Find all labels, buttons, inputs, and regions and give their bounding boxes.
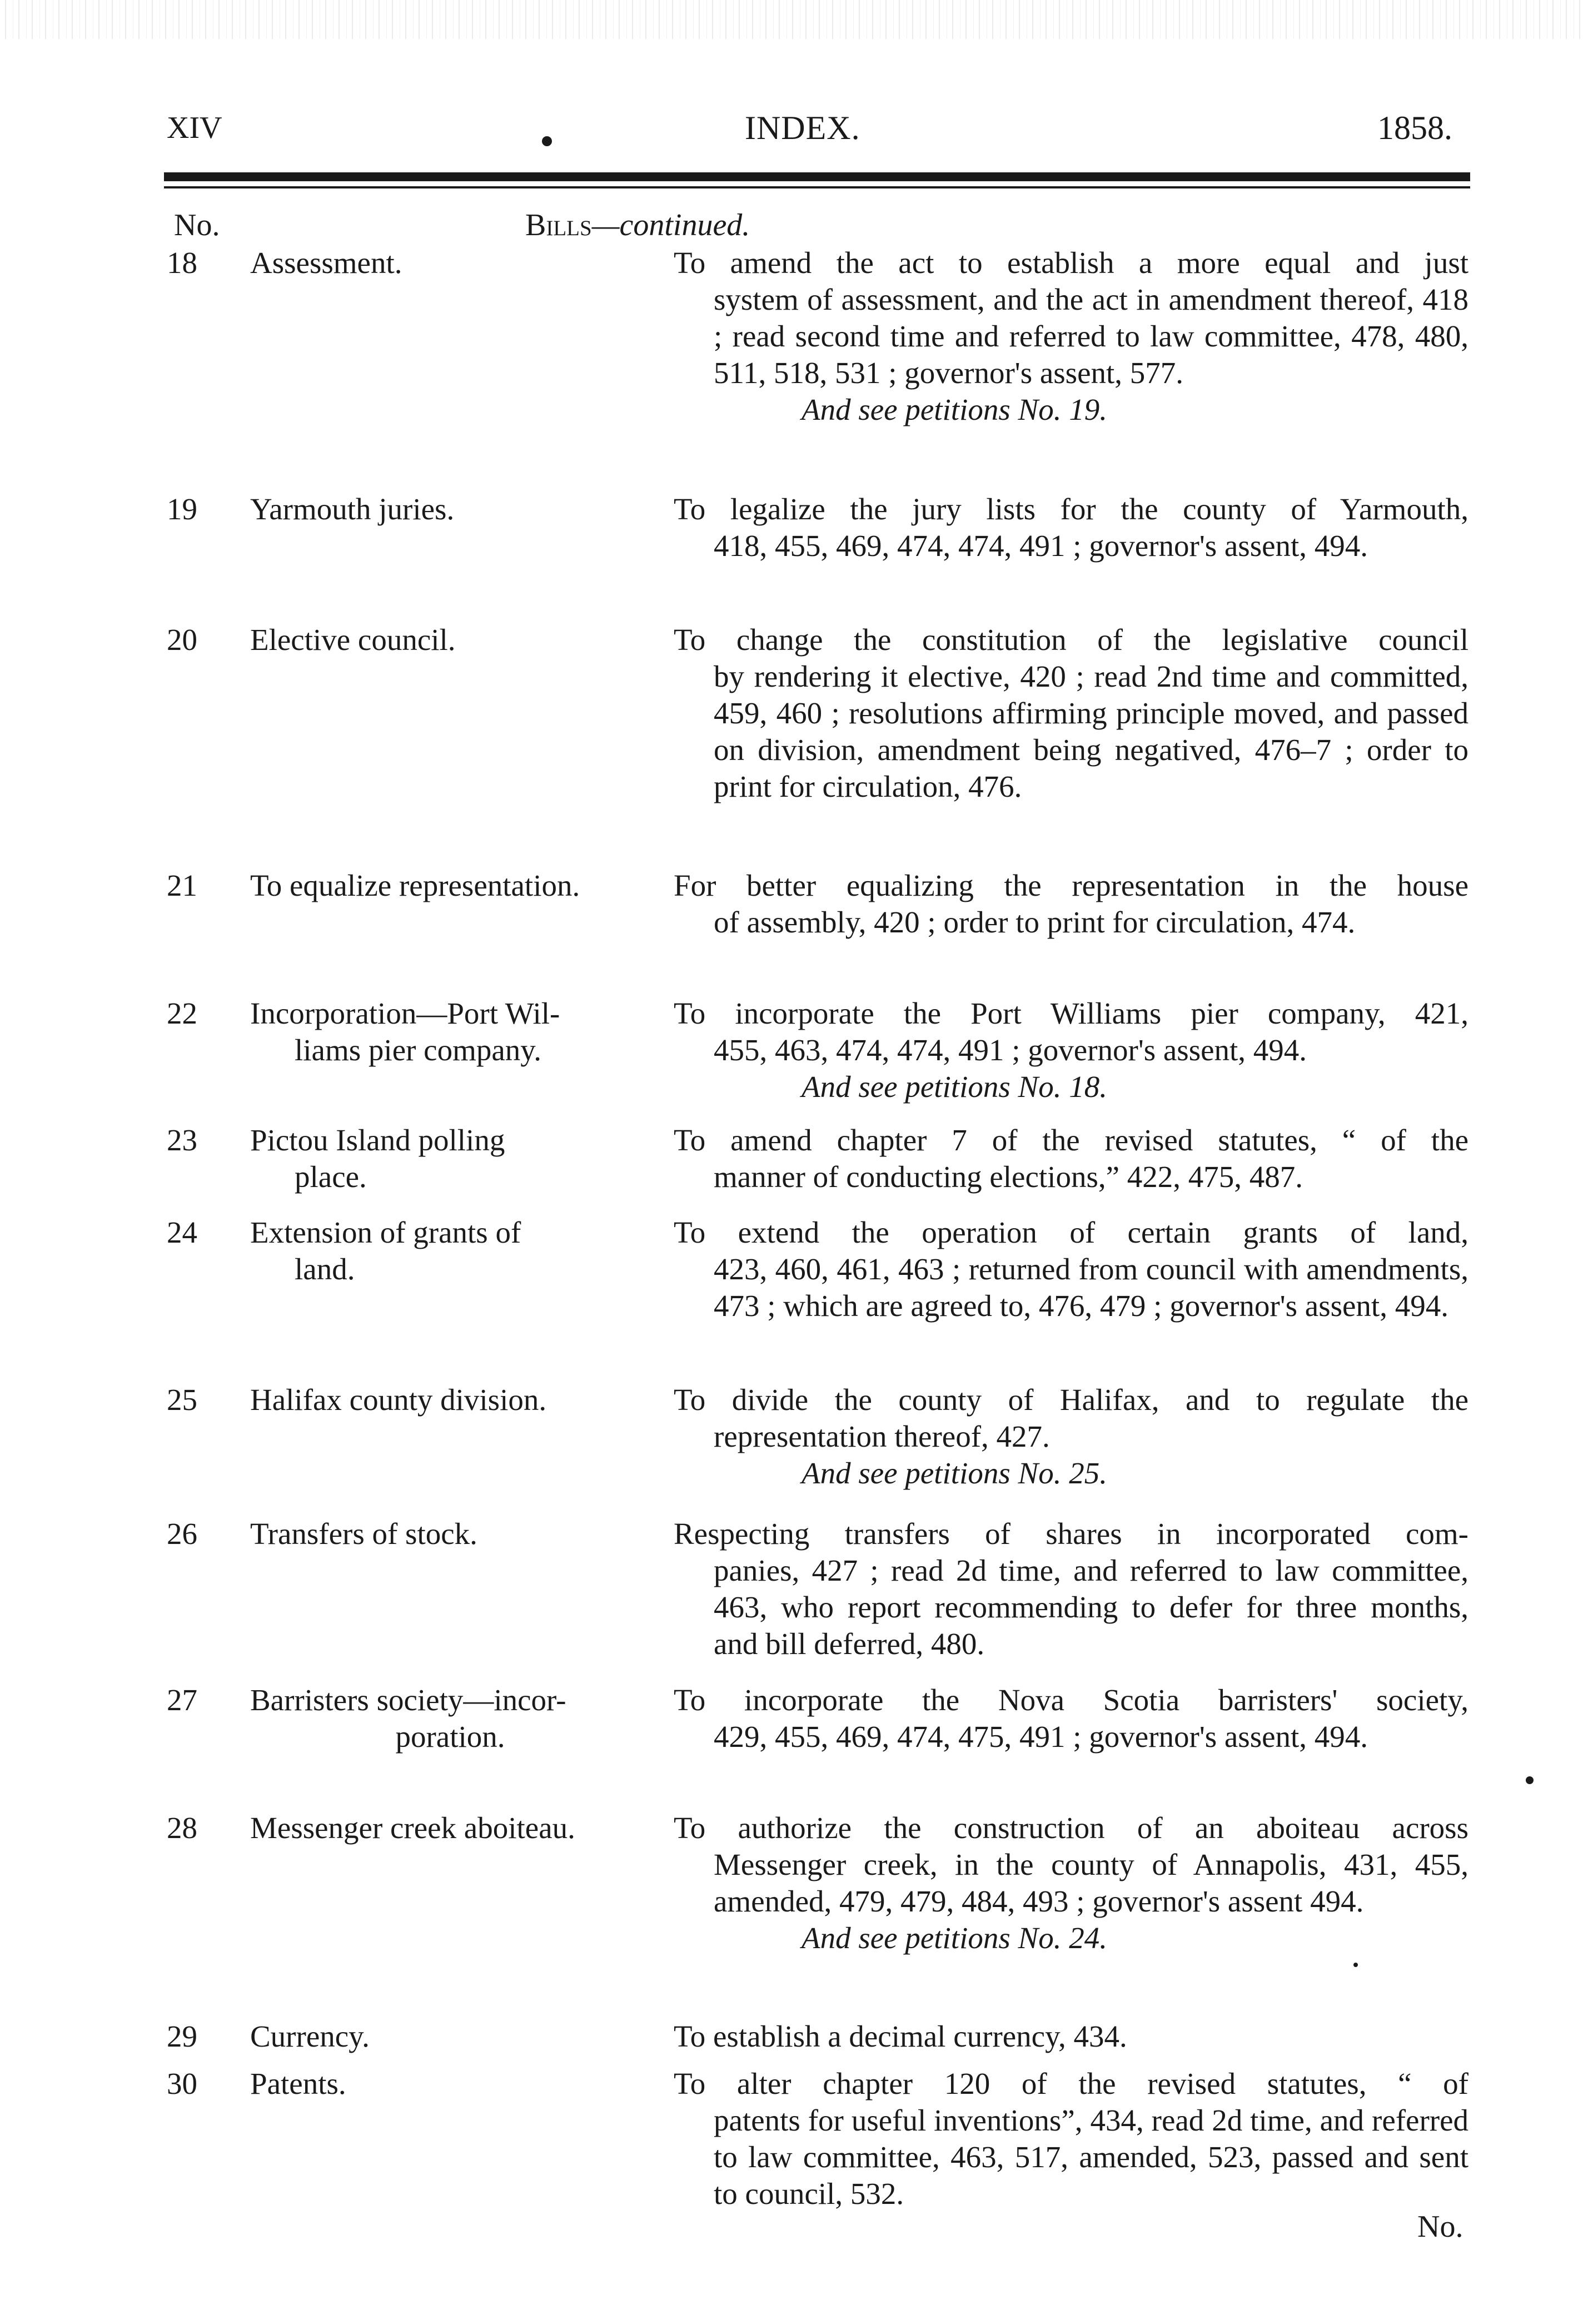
catchword: No. <box>1417 2209 1463 2244</box>
description-continuation: panies, 427 ; read 2d time, and referred to law committee, 463, who report recommending to defer for three months, and bill deferred, 480. <box>714 1553 1468 1661</box>
description-continuation: representation thereof, 427. <box>714 1419 1050 1453</box>
entry-description <box>674 995 1468 1105</box>
entry-description <box>674 867 1468 941</box>
entry-subject <box>250 1682 650 1755</box>
ink-speck <box>1353 1963 1358 1967</box>
description-continuation: Messenger creek, in the county of Annapolis, 431, 455, amended, 479, 479, 484, 493 ; governor's assent 494. <box>714 1848 1468 1918</box>
header-rule-thin <box>164 186 1470 188</box>
entry-subject <box>250 995 650 1069</box>
description-continuation: 455, 463, 474, 474, 491 ; governor's assent, 494. <box>714 1033 1307 1067</box>
description-first-line: Respecting transfers of shares in incorporated com- <box>674 1517 1468 1551</box>
description-continuation: 429, 455, 469, 474, 475, 491 ; governor's assent, 494. <box>714 1720 1368 1754</box>
description-first-line: For better equalizing the representation in the house <box>674 868 1468 902</box>
description-first-line: To extend the operation of certain grants of land, <box>674 1215 1468 1249</box>
page-title: INDEX. <box>745 110 860 146</box>
subject-line: Patents. <box>250 2067 346 2100</box>
entry-number: 28 <box>167 1811 197 1845</box>
entry-description <box>674 1382 1468 1492</box>
entry-subject <box>250 491 650 528</box>
description-continuation: patents for useful inventions”, 434, read 2d time, and referred to law committee, 463, 517, amended, 523, passed and sent to council, 532. <box>714 2103 1468 2211</box>
cross-reference: And see petitions No. 19. <box>802 393 1107 426</box>
subject-line: Messenger creek aboiteau. <box>250 1811 575 1845</box>
subject-line: Elective council. <box>250 623 456 657</box>
header-dot <box>542 136 552 146</box>
entry-subject <box>250 245 650 281</box>
subject-line: Currency. <box>250 2019 370 2053</box>
entry-description <box>674 1122 1468 1195</box>
entry-number: 22 <box>167 996 197 1030</box>
entry-subject <box>250 1810 650 1846</box>
entry-subject <box>250 2018 650 2055</box>
description-first-line: To legalize the jury lists for the county of Yarmouth, <box>674 492 1468 526</box>
entry-description <box>674 622 1468 805</box>
page-number: XIV <box>167 111 222 145</box>
subject-line: Incorporation—Port Wil- <box>250 996 560 1030</box>
description-continuation: system of assessment, and the act in amendment thereof, 418 ; read second time and referred to law committee, 478, 480, 511, 518, 531 ; governor's assent, 577. <box>714 282 1468 390</box>
description-first-line: To authorize the construction of an aboiteau across <box>674 1811 1468 1845</box>
entry-number: 20 <box>167 623 197 657</box>
entry-description <box>674 491 1468 564</box>
description-first-line: To establish a decimal currency, 434. <box>674 2019 1127 2053</box>
subject-line: Pictou Island polling <box>250 1123 505 1157</box>
section-heading <box>525 207 750 244</box>
entry-number: 18 <box>167 246 197 280</box>
subject-line: poration. <box>395 1720 505 1754</box>
header-rule-thick <box>164 172 1470 181</box>
entry-subject <box>250 622 650 658</box>
cross-reference: And see petitions No. 18. <box>802 1070 1107 1104</box>
description-continuation: 418, 455, 469, 474, 474, 491 ; governor's assent, 494. <box>714 529 1368 563</box>
entry-number: 21 <box>167 868 197 902</box>
subject-line: liams pier company. <box>295 1033 541 1067</box>
entry-number: 19 <box>167 492 197 526</box>
entry-number: 25 <box>167 1383 197 1417</box>
description-first-line: To alter chapter 120 of the revised statutes, “ of <box>674 2067 1468 2100</box>
description-first-line: To change the constitution of the legislative council <box>674 623 1468 657</box>
description-first-line: To incorporate the Nova Scotia barristers' society, <box>674 1683 1468 1717</box>
subject-line: Barristers society—incor- <box>250 1683 566 1717</box>
scan-noise <box>0 0 1583 39</box>
entry-description <box>674 2065 1468 2212</box>
entry-description <box>674 1214 1468 1324</box>
entry-subject <box>250 1122 650 1195</box>
description-continuation: 423, 460, 461, 463 ; returned from council with amendments, 473 ; which are agreed to, 476, 479 ; governor's assent, 494. <box>714 1252 1468 1323</box>
entry-description <box>674 1682 1468 1755</box>
section-name: Bills <box>525 208 592 242</box>
subject-line: To equalize representation. <box>250 868 580 902</box>
entry-subject <box>250 1382 650 1418</box>
description-first-line: To divide the county of Halifax, and to regulate the <box>674 1383 1468 1417</box>
page-year: 1858. <box>1377 110 1452 146</box>
entry-description <box>674 2018 1468 2055</box>
subject-line: Transfers of stock. <box>250 1517 477 1551</box>
entry-number: 23 <box>167 1123 197 1157</box>
entry-description <box>674 1516 1468 1662</box>
entry-number: 30 <box>167 2067 197 2100</box>
entry-number: 24 <box>167 1215 197 1249</box>
subject-line: place. <box>295 1160 367 1194</box>
entry-description <box>674 1810 1468 1956</box>
description-first-line: To incorporate the Port Williams pier company, 421, <box>674 996 1468 1030</box>
entry-subject <box>250 1214 650 1288</box>
section-suffix: —continued. <box>591 208 750 242</box>
subject-line: Extension of grants of <box>250 1215 521 1249</box>
entry-number: 29 <box>167 2019 197 2053</box>
description-first-line: To amend chapter 7 of the revised statutes, “ of the <box>674 1123 1468 1157</box>
entry-subject <box>250 1516 650 1552</box>
subject-line: Assessment. <box>250 246 402 280</box>
cross-reference: And see petitions No. 24. <box>802 1921 1107 1955</box>
description-continuation: manner of conducting elections,” 422, 475, 487. <box>714 1160 1303 1194</box>
entry-subject <box>250 867 650 904</box>
subject-line: land. <box>295 1252 355 1286</box>
entry-description <box>674 245 1468 428</box>
cross-reference: And see petitions No. 25. <box>802 1456 1107 1490</box>
entry-subject <box>250 2065 650 2102</box>
entry-number: 27 <box>167 1683 197 1717</box>
subject-line: Halifax county division. <box>250 1383 547 1417</box>
description-continuation: of assembly, 420 ; order to print for circulation, 474. <box>714 905 1356 939</box>
ink-speck <box>1526 1776 1534 1784</box>
description-first-line: To amend the act to establish a more equal and just <box>674 246 1468 280</box>
column-label-no: No. <box>174 208 220 242</box>
subject-line: Yarmouth juries. <box>250 492 455 526</box>
entry-number: 26 <box>167 1517 197 1551</box>
description-continuation: by rendering it elective, 420 ; read 2nd time and committed, 459, 460 ; resolutions affirming principle moved, and passed on division, amendment being negatived, 476–7 ; order to print for circulation, 476. <box>714 659 1468 803</box>
